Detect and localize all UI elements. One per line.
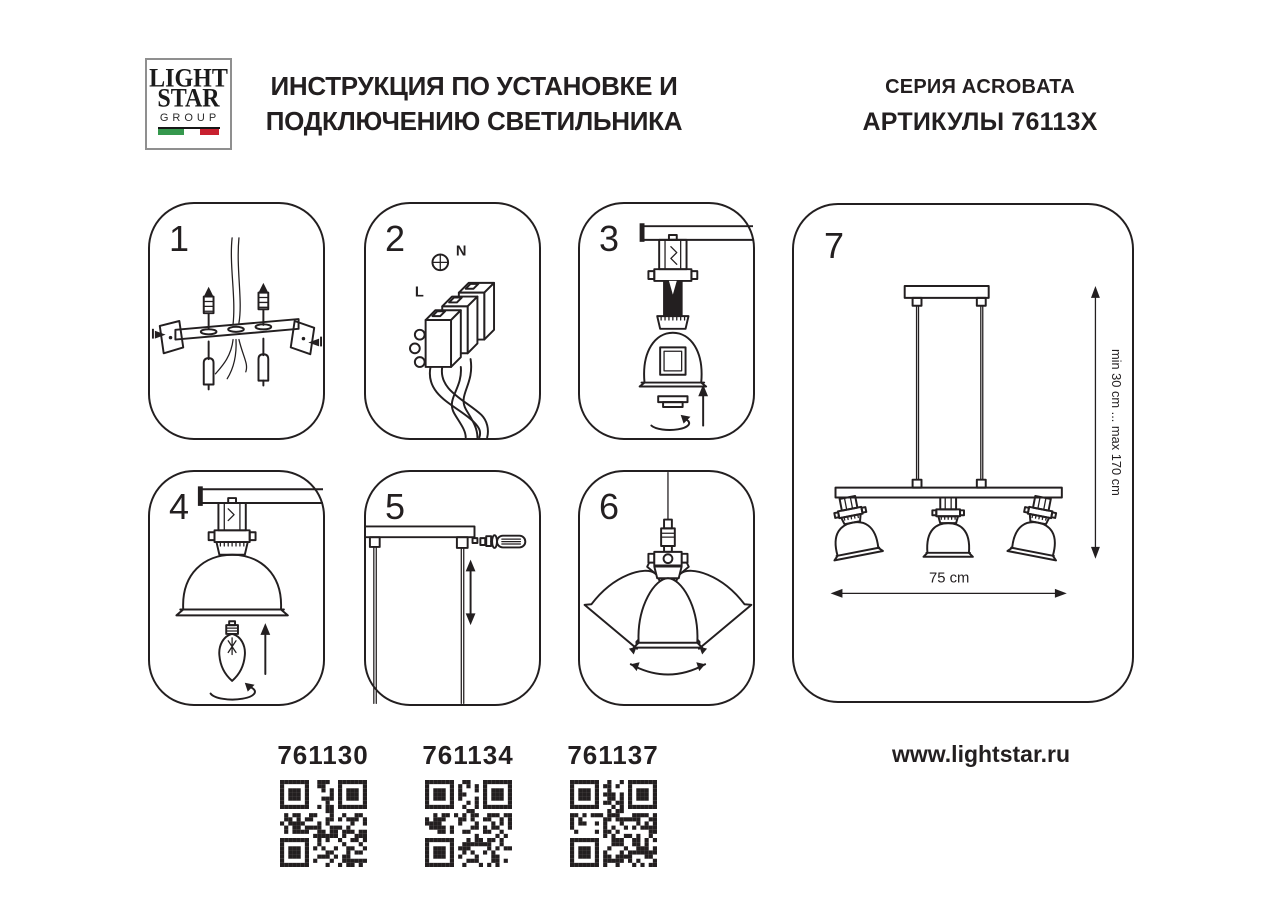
article-block-3 <box>548 740 678 867</box>
flag-green <box>158 129 184 135</box>
qr-code <box>570 780 657 867</box>
step-3-panel <box>578 202 755 440</box>
step-6-panel <box>578 470 755 706</box>
step-2-panel <box>364 202 541 440</box>
width-dimension-label: 75 cm <box>928 570 970 587</box>
step-3-drawing-shade-mounting <box>580 204 753 438</box>
step-7-drawing-assembled-luminaire <box>794 205 1132 701</box>
step-5-drawing-height-adjust <box>366 472 539 704</box>
logo-word-star: STAR <box>157 84 220 114</box>
series-articles: АРТИКУЛЫ 76113X <box>862 108 1098 136</box>
article-block-2 <box>403 740 533 867</box>
flag-white <box>184 129 200 135</box>
step-3-number: 3 <box>599 218 620 259</box>
step-7-number: 7 <box>824 225 845 266</box>
step-4-panel <box>148 470 325 706</box>
lightstar-logo <box>145 58 232 150</box>
step-4-number: 4 <box>169 486 190 527</box>
flag-red <box>200 129 220 135</box>
step-1-number: 1 <box>169 218 190 259</box>
series-block <box>830 76 1130 137</box>
article-code: 761130 <box>277 740 369 770</box>
height-dimension-label: min 30 cm ... max 170 cm <box>1109 348 1125 496</box>
logo-word-group: GROUP <box>159 112 221 124</box>
step-2-drawing-terminal-block <box>366 204 539 438</box>
step-4-drawing-bulb-install <box>150 472 323 704</box>
qr-code <box>425 780 512 867</box>
title-line-2: ПОДКЛЮЧЕНИЮ СВЕТИЛЬНИКА <box>265 106 683 136</box>
article-block-1 <box>258 740 388 867</box>
italian-flag-stripe <box>158 127 220 135</box>
step-6-number: 6 <box>599 486 620 527</box>
title-line-1: ИНСТРУКЦИЯ ПО УСТАНОВКЕ И <box>270 71 678 101</box>
step-1-drawing-mounting-bracket <box>150 204 323 438</box>
website-url: www.lightstar.ru <box>891 741 1071 767</box>
step-7-panel <box>792 203 1134 703</box>
page-title <box>253 69 695 139</box>
step-1-panel <box>148 202 325 440</box>
article-code: 761137 <box>567 740 659 770</box>
step-5-panel <box>364 470 541 706</box>
step-6-drawing-shade-swivel <box>580 472 753 704</box>
step-5-number: 5 <box>385 486 406 527</box>
step-2-number: 2 <box>385 218 406 259</box>
terminal-l-label: L <box>414 284 424 301</box>
qr-code <box>280 780 367 867</box>
series-name: СЕРИЯ ACROBATA <box>885 76 1075 98</box>
logo-word-light: LIGHT <box>149 64 228 94</box>
article-code: 761134 <box>422 740 514 770</box>
terminal-n-label: N <box>455 243 467 260</box>
